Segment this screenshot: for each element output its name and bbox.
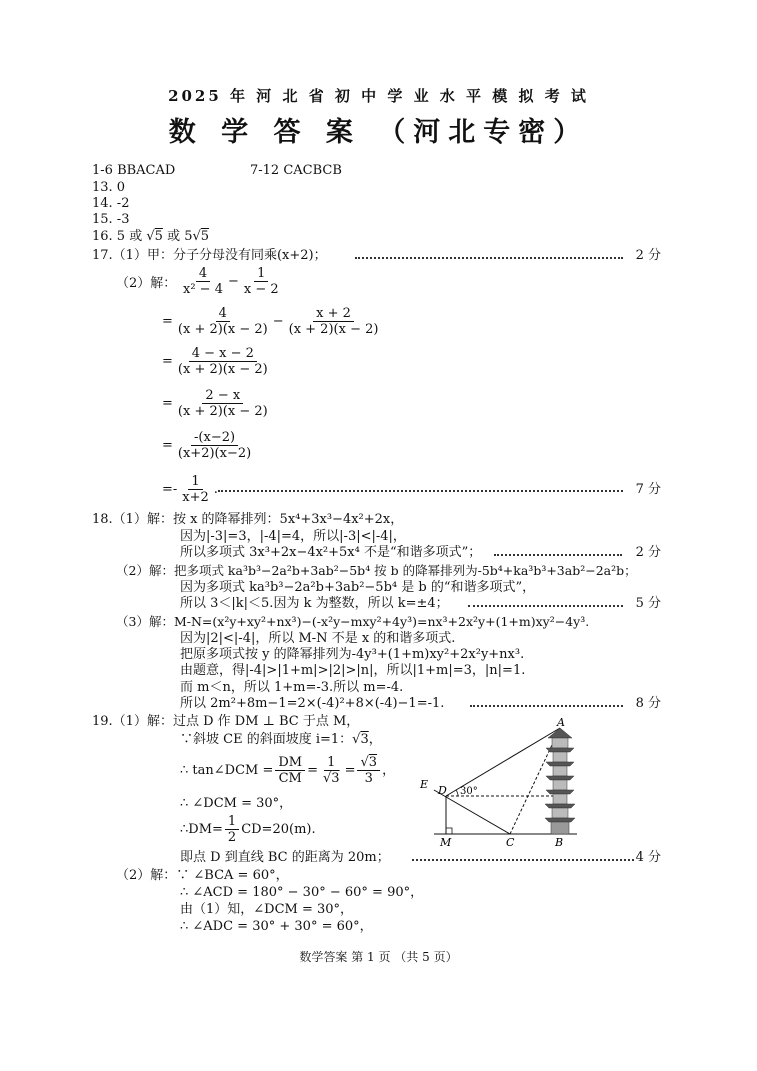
label-m: M	[440, 836, 452, 849]
label-b: B	[555, 836, 564, 849]
q18-line-7: （3）解：M-N=(x²y+xy²+nx³)−(-x²y−mxy²+4y³)=nx³+2x²y+(1+m)xy²−4y³.	[116, 614, 590, 629]
q18-part1-points: 2 分	[635, 545, 661, 560]
sqrt-icon: √	[352, 732, 361, 747]
sqrt-icon: √	[360, 755, 369, 770]
answer-16-radicand-2: 5	[200, 229, 210, 244]
q18-line-6: 所以 3＜|k|＜5.因为 k 为整数，所以 k=±4；	[180, 596, 449, 611]
q17-part2-label: （2）解：	[116, 276, 177, 291]
q18-line-4: （2）解：把多项式 ka³b³−2a²b+3ab²−5b⁴ 按 b 的降幂排列为-5b⁴+ka³b³+3ab²−2a²b；	[116, 563, 637, 578]
q19-line-6: 即点 D 到直线 BC 的距离为 20m；	[180, 850, 390, 865]
q18-line-1: 18.（1）解：按 x 的降幂排列：5x⁴+3x³−4x²+2x，	[92, 512, 404, 527]
dotted-leader	[218, 490, 623, 492]
label-a: A	[557, 716, 565, 729]
q18-line-12: 所以 2m²+8m−1=2×(-4)²+8×(-4)−1=-1.	[180, 696, 445, 711]
q19-part2-line-2: ∴ ∠ACD = 180° − 30° − 60° = 90°，	[180, 885, 424, 900]
pagoda-icon	[545, 728, 575, 834]
q17-part1: 17.（1）甲：分子分母没有同乘(x+2)；	[92, 248, 327, 263]
answer-mc-7-12: 7-12 CACBCB	[250, 163, 342, 178]
label-c: C	[506, 836, 515, 849]
dotted-leader	[468, 605, 623, 607]
answer-15: 15. -3	[92, 212, 130, 227]
dotted-leader	[470, 705, 623, 707]
answer-16	[92, 229, 209, 245]
q17-expr-1: = $\frac{4}{(x + 2)(x - 2)}$ − $\frac{x + 2}{(x + 2)(x - 2)}$	[162, 306, 379, 337]
q18-line-2: 因为|-3|=3，|-4|=4，所以|-3|<|-4|，	[180, 529, 406, 544]
exam-title: 2025 年 河 北 省 初 中 学 业 水 平 模 拟 考 试	[168, 87, 589, 105]
answer-mc-1-6: 1-6 BBACAD	[92, 163, 176, 178]
q18-line-5: 因为多项式 ka³b³−2a²b+3ab²−5b⁴ 是 b 的“和谐多项式”，	[180, 580, 536, 595]
q18-line-9: 把原多项式按 y 的降幂排列为-4y³+(1+m)xy²+2x²y+nx³.	[180, 647, 525, 662]
q17-expr-4: = $\frac{-(x-2)}{(x+2)(x-2)}$	[162, 430, 252, 461]
q17-expr-2: = $\frac{4 - x - 2}{(x + 2)(x - 2)}$	[162, 346, 268, 377]
q18-line-8: 因为|2|<|-4|，所以 M-N 不是 x 的和谐多项式.	[180, 631, 456, 646]
sqrt-icon: √	[323, 771, 332, 786]
q19-part1-points: 4 分	[635, 850, 661, 865]
q18-line-3: 所以多项式 3x³+2x−4x²+5x⁴ 不是“和谐多项式”；	[180, 545, 482, 560]
q19-part2-line-1: （2）解：∵ ∠BCA = 60°，	[116, 868, 289, 883]
label-angle: 30°	[460, 786, 478, 797]
answer-13: 13. 0	[92, 180, 126, 195]
q19-part2-line-4: ∴ ∠ADC = 30° + 30° = 60°，	[180, 919, 373, 934]
sqrt-icon: √	[146, 229, 155, 244]
answer-14: 14. -2	[92, 196, 130, 211]
dotted-leader	[412, 859, 634, 861]
q19-line-2: ∵斜坡 CE 的斜面坡度 i=1：√3，	[180, 732, 382, 747]
answer-16-radicand-1: 5	[154, 229, 163, 244]
page-footer: 数学答案 第 1 页 （共 5 页）	[299, 950, 458, 964]
q19-line-1: 19.（1）解：过点 D 作 DM ⊥ BC 于点 M，	[92, 714, 360, 729]
q19-line-3: ∴ tan∠DCM = $\frac{DM}{CM}$ = $\frac{1}{√3}$ = $\frac{√3}{3}$ ，	[180, 755, 396, 786]
label-d: D	[438, 784, 447, 797]
q19-line-5: ∴DM= $\frac{1}{2}$ CD=20(m).	[180, 814, 316, 845]
geometry-figure	[412, 716, 592, 850]
dotted-leader	[355, 257, 623, 259]
q18-part3-points: 8 分	[635, 696, 661, 711]
q17-part2-points: 7 分	[635, 482, 661, 497]
q17-expr-5: =- $\frac{1}{x+2}$ .	[162, 474, 218, 505]
q18-line-11: 而 m＜n，所以 1+m=-3.所以 m=-4.	[180, 680, 404, 695]
q19-part2-line-3: 由（1）知，∠DCM = 30°，	[180, 902, 354, 917]
sqrt-icon: √	[192, 229, 201, 244]
label-e: E	[420, 778, 429, 791]
page-title: 数 学 答 案 （河北专密）	[168, 117, 589, 148]
q17-part1-points: 2 分	[635, 248, 661, 263]
answer-16-text-a: 16. 5 或	[92, 229, 143, 244]
dotted-leader	[494, 554, 622, 556]
q17-expr-3: = $\frac{2 - x}{(x + 2)(x - 2)}$	[162, 388, 268, 419]
q17-expr-0: $\frac{4}{\text{x² − 4}}$ − $\frac{1}{x - 2}$	[183, 266, 279, 297]
q18-part2-points: 5 分	[635, 596, 661, 611]
q18-line-10: 由题意，得|-4|>|1+m|>|2|>|n|，所以|1+m|=3，|n|=1.	[180, 663, 526, 678]
q19-line-4: ∴ ∠DCM = 30°，	[180, 796, 293, 811]
answer-16-text-c: 或 5	[162, 229, 193, 244]
